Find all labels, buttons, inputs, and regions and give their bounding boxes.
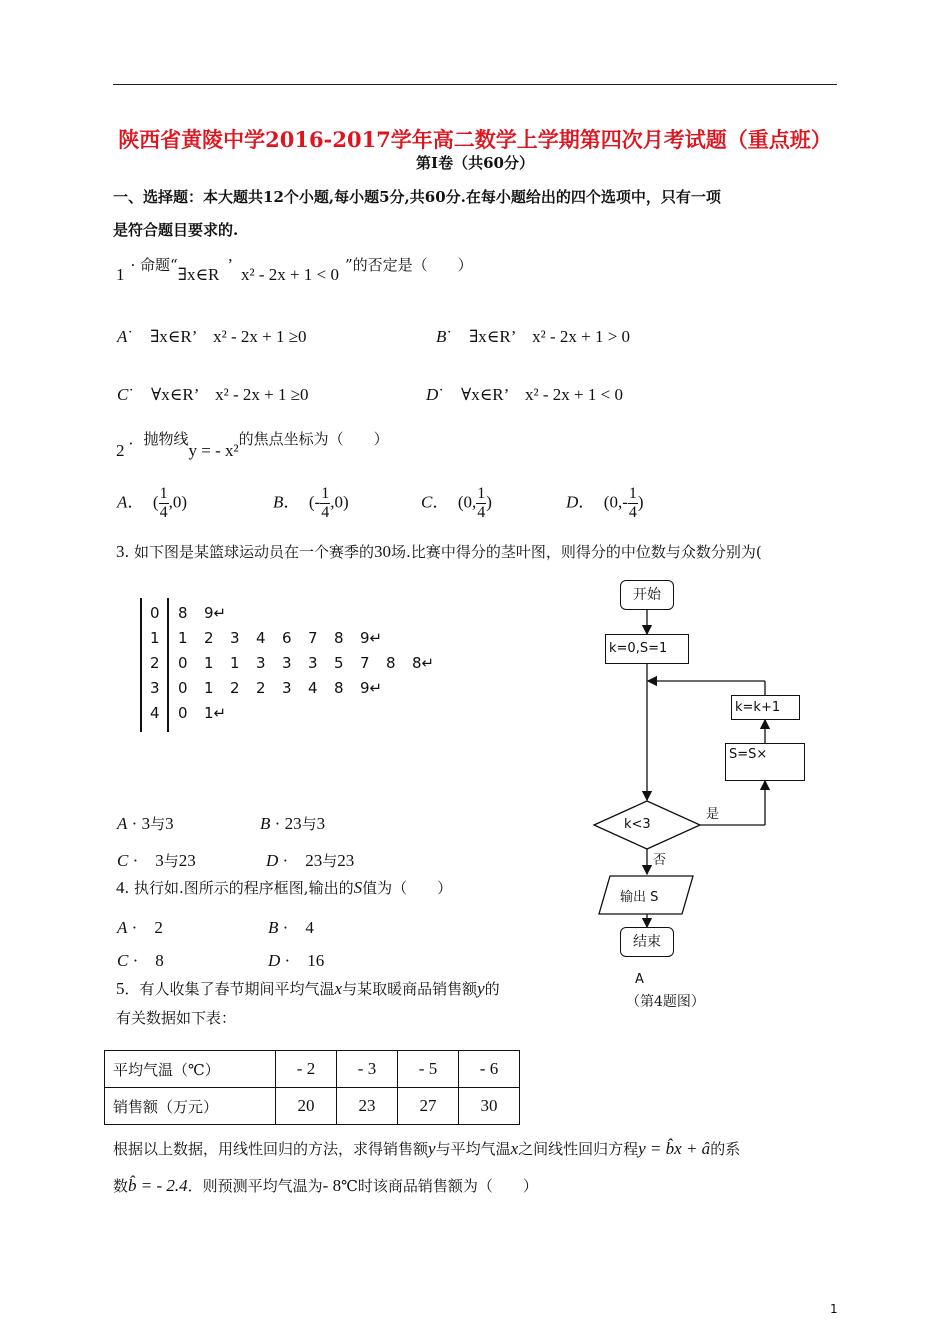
table-cell: 30: [459, 1088, 520, 1125]
leaf-value: 1: [204, 679, 214, 697]
exam-title: 陕西省黄陵中学2016-2017学年高二数学上学期第四次月考试题（重点班）: [118, 127, 832, 152]
option-1c: C˙ ∀x∈R’ x² - 2x + 1 ≥0: [117, 385, 309, 404]
leaf-value: 1↵: [204, 704, 227, 722]
option-2c: C． (0, $\frac{1}{4}$ ): [421, 485, 492, 521]
leaf-value: 8↵: [412, 654, 435, 672]
flowchart-init: k=0,S=1: [605, 634, 689, 664]
option-3c: C · 3与23: [117, 851, 196, 870]
question-number: 1: [116, 265, 125, 284]
flowchart-output: 输出 S: [620, 890, 659, 905]
leaf-value: 4: [308, 679, 318, 697]
stem-leaf-left-bar: [140, 598, 142, 732]
flowchart-letter: A: [635, 972, 644, 987]
leaf-value: 3: [282, 679, 292, 697]
option-4c: C · 8: [117, 951, 164, 970]
leaf-value: 6: [282, 629, 292, 647]
table-cell: - 6: [459, 1051, 520, 1088]
leaf-value: 2: [204, 629, 214, 647]
option-1b: B˙ ∃x∈R’ x² - 2x + 1 > 0: [436, 327, 631, 346]
option-4d: D · 16: [268, 951, 325, 970]
leaf-value: 3: [230, 629, 240, 647]
option-3b: B · 23与3: [260, 814, 326, 833]
stem-leaf-plot: [140, 598, 440, 732]
leaf-value: 2: [256, 679, 266, 697]
stem-value: 4: [150, 704, 160, 722]
data-table: [104, 1050, 520, 1125]
question-2: 2．抛物线y = - x²的焦点坐标为（ ）: [116, 430, 389, 460]
flowchart: [590, 575, 820, 1015]
leaf-value: 7: [308, 629, 318, 647]
question-5-para1: 根据以上数据，用线性回归的方法，求得销售额y与平均气温x之间线性回归方程y = b̂x + â的系: [113, 1139, 741, 1158]
leaf-value: 1: [230, 654, 240, 672]
stem-value: 2: [150, 654, 160, 672]
table-cell: - 3: [337, 1051, 398, 1088]
leaf-value: 0: [178, 704, 188, 722]
question-5: 5．有人收集了春节期间平均气温x与某取暖商品销售额y的: [116, 979, 500, 998]
leaf-value: 1: [204, 654, 214, 672]
flowchart-multiply: S=S×: [725, 743, 805, 781]
flowchart-caption: （第4题图）: [626, 994, 705, 1010]
page-number: 1: [830, 1302, 838, 1316]
question-1: 1 · 命题“∃x∈R’x² - 2x + 1 < 0 ”的否定是（ ）: [116, 255, 473, 284]
table-header-temp: 平均气温（℃）: [105, 1051, 276, 1088]
table-cell: 20: [276, 1088, 337, 1125]
stem-leaf-divider: [167, 598, 169, 732]
table-cell: 27: [398, 1088, 459, 1125]
table-cell: - 2: [276, 1051, 337, 1088]
table-header-sales: 销售额（万元）: [105, 1088, 276, 1125]
stem-value: 3: [150, 679, 160, 697]
flowchart-condition: k<3: [624, 817, 651, 832]
option-3d: D · 23与23: [266, 851, 355, 870]
option-2b: B． (- $\frac{1}{4}$ ,0): [273, 485, 349, 521]
stem-value: 1: [150, 629, 160, 647]
leaf-value: 8: [334, 679, 344, 697]
flowchart-start: 开始: [620, 580, 674, 610]
stem-value: 0: [150, 604, 160, 622]
math-expr: ∃x∈R: [177, 265, 220, 284]
question-5-line2: 有关数据如下表：: [116, 1009, 237, 1027]
leaf-value: 0: [178, 654, 188, 672]
leaf-value: 0: [178, 679, 188, 697]
section-instructions-line2: 是符合题目要求的.: [113, 221, 239, 239]
flowchart-increment: k=k+1: [731, 695, 800, 720]
option-3a: A · 3与3: [117, 814, 174, 833]
flowchart-end: 结束: [620, 927, 674, 957]
table-cell: 23: [337, 1088, 398, 1125]
leaf-value: 8: [178, 604, 188, 622]
question-5-para2: 数b̂ = - 2.4．则预测平均气温为- 8℃时该商品销售额为（ ）: [113, 1176, 538, 1195]
section-instructions-line1: 一、选择题：本大题共12个小题,每小题5分,共60分.在每小题给出的四个选项中，只有一项: [113, 188, 721, 206]
leaf-value: 9↵: [360, 629, 383, 647]
question-4: 4. 执行如.图所示的程序框图,输出的S值为（ ）: [116, 878, 453, 897]
table-row: [105, 1051, 520, 1088]
leaf-value: 4: [256, 629, 266, 647]
question-stem: ”的否定是（ ）: [344, 256, 473, 274]
option-1a: A˙ ∃x∈R’ x² - 2x + 1 ≥0: [117, 327, 307, 346]
question-3: 3. 如下图是某篮球运动员在一个赛季的30场.比赛中得分的茎叶图，则得分的中位数与众数分别为(: [116, 542, 762, 561]
option-4a: A · 2: [117, 918, 163, 937]
header-rule: [113, 84, 837, 85]
leaf-value: 8: [386, 654, 396, 672]
leaf-value: 9↵: [204, 604, 227, 622]
flowchart-yes-label: 是: [706, 807, 720, 822]
leaf-value: 5: [334, 654, 344, 672]
table-cell: - 5: [398, 1051, 459, 1088]
leaf-value: 3: [282, 654, 292, 672]
leaf-value: 1: [178, 629, 188, 647]
exam-subtitle: 第Ⅰ卷（共60分）: [416, 154, 534, 172]
math-expr: x² - 2x + 1 < 0: [241, 265, 339, 284]
question-stem: 命题“: [140, 256, 178, 274]
leaf-value: 7: [360, 654, 370, 672]
leaf-value: 3: [308, 654, 318, 672]
leaf-value: 3: [256, 654, 266, 672]
table-row: [105, 1088, 520, 1125]
option-1d: D˙ ∀x∈R’ x² - 2x + 1 < 0: [426, 385, 623, 404]
option-2a: A． ( $\frac{1}{4}$ ,0): [117, 485, 187, 521]
option-4b: B · 4: [268, 918, 314, 937]
leaf-value: 8: [334, 629, 344, 647]
flowchart-no-label: 否: [653, 853, 667, 868]
math-expr: y = - x²: [188, 441, 239, 460]
leaf-value: 2: [230, 679, 240, 697]
leaf-value: 9↵: [360, 679, 383, 697]
option-2d: D． (0,- $\frac{1}{4}$ ): [566, 485, 644, 521]
